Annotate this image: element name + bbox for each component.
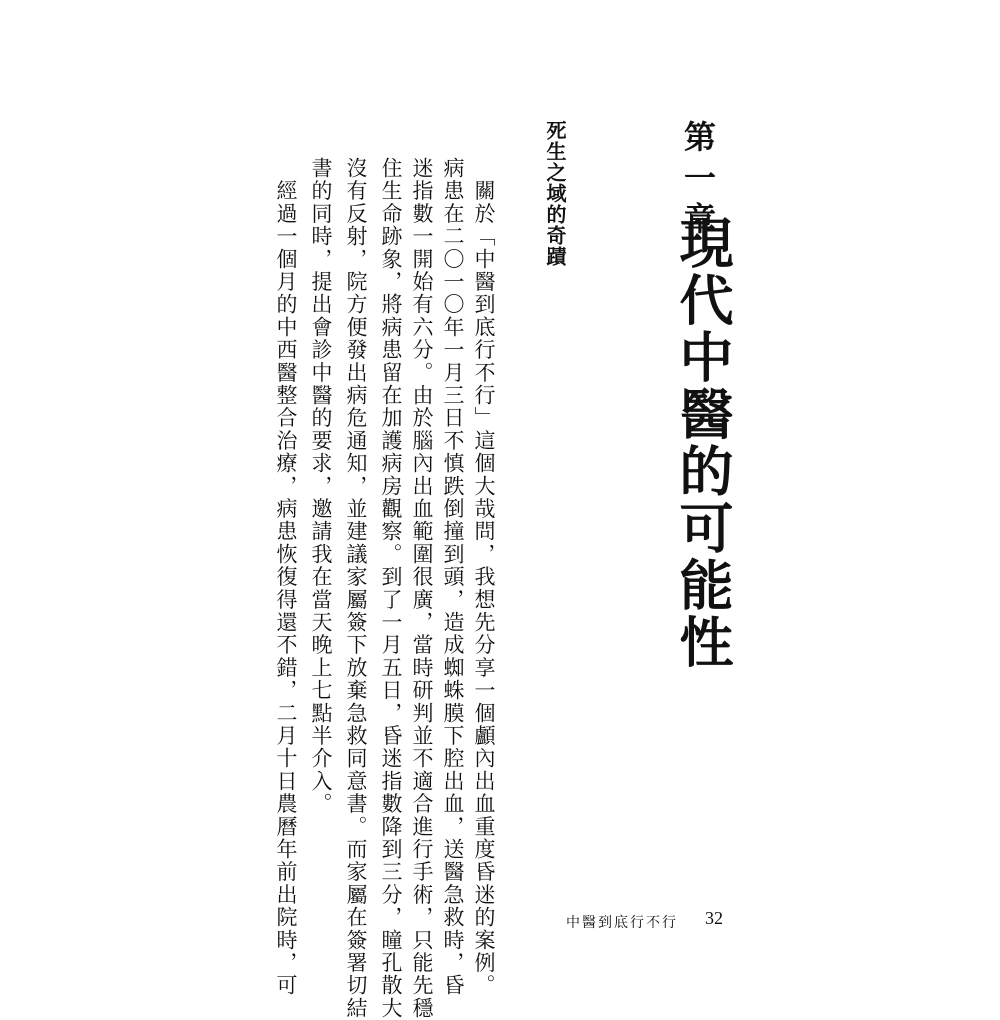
page-number: 32: [705, 908, 723, 928]
body-line-2: 病患在二〇一〇年一月三日不慎跌倒撞到頭，造成蜘蛛膜下腔出血，送醫急救時，昏: [441, 157, 465, 997]
running-footer-title: 中醫到底行不行: [566, 915, 678, 931]
chapter-label: 第一章: [679, 120, 717, 243]
body-line-6: 書的同時，提出會診中醫的要求，邀請我在當天晚上七點半介入。: [309, 157, 333, 816]
section-title: 死生之域的奇蹟: [543, 120, 567, 267]
body-line-3: 迷指數一開始有六分。由於腦內出血範圍很廣，當時研判並不適合進行手術，只能先穩: [410, 157, 434, 1020]
body-line-7: 經過一個月的中西醫整合治療，病患恢復得還不錯，二月十日農曆年前出院時，可: [274, 157, 298, 997]
body-line-1: 關於「中醫到底行不行」這個大哉問，我想先分享一個顱內出血重度昏迷的案例。: [472, 157, 496, 997]
body-line-4: 住生命跡象，將病患留在加護病房觀察。到了一月五日，昏迷指數降到三分，瞳孔散大: [379, 157, 403, 1020]
chapter-title: 現代中醫的可能性: [671, 215, 735, 671]
body-line-5: 沒有反射，院方便發出病危通知，並建議家屬簽下放棄急救同意書。而家屬在簽署切結: [344, 157, 368, 1020]
